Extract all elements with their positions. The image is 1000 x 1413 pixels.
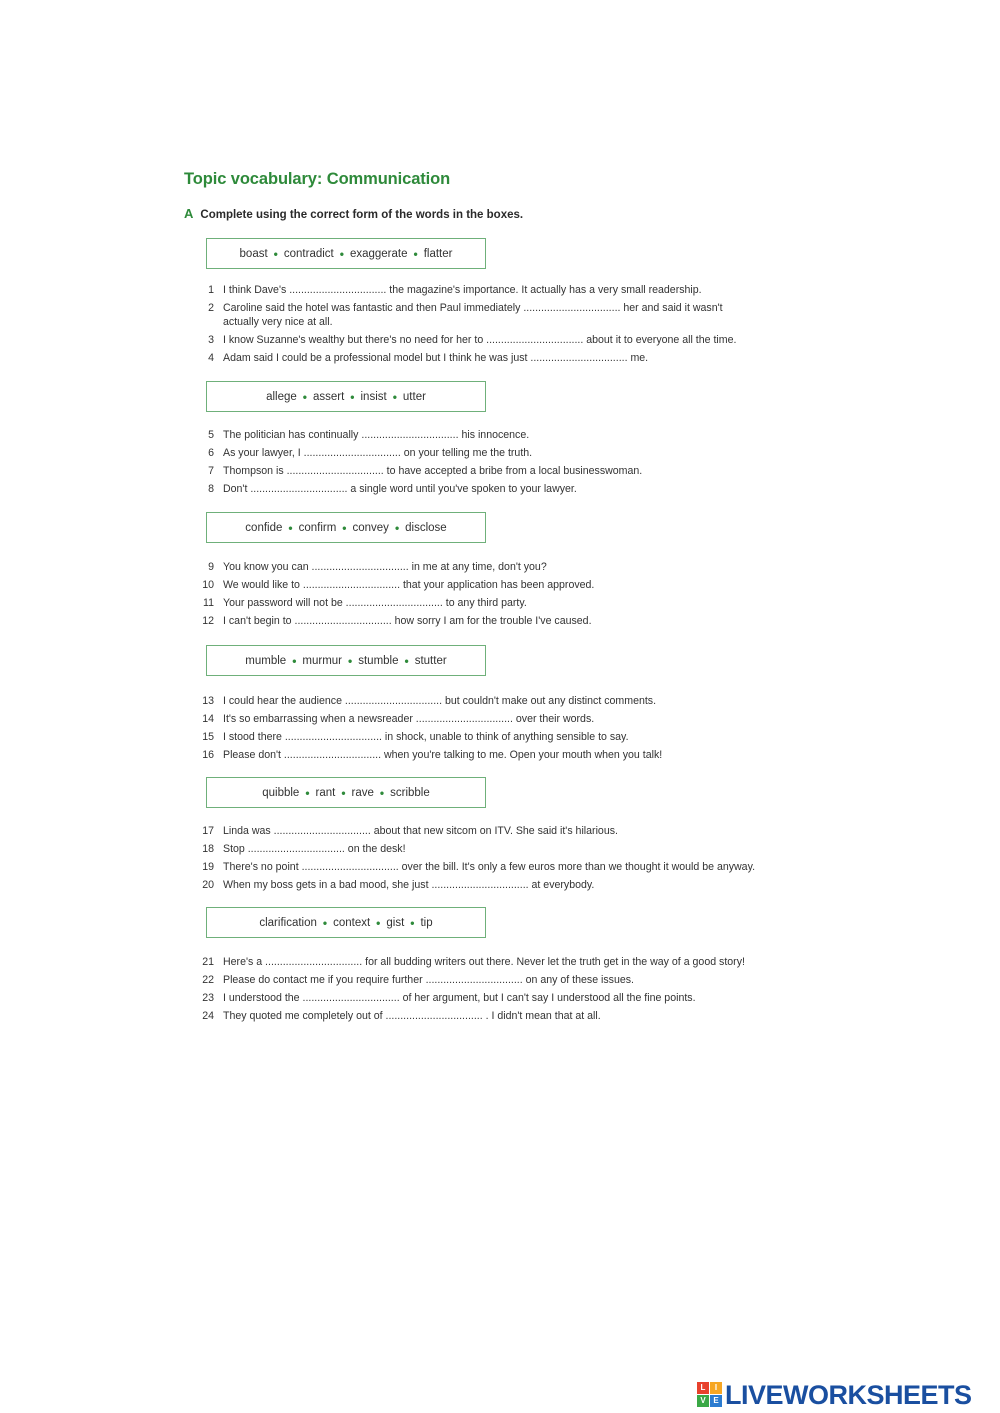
bullet-dot-icon: • <box>288 520 293 535</box>
bullet-dot-icon: • <box>322 915 328 930</box>
exercise-item <box>196 973 796 987</box>
exercise-item <box>196 955 796 969</box>
item-text: There's no point ................................. over the bill. It's only a few euros more than we thought it would be anyway. <box>223 861 756 873</box>
item-text: Don't ................................. a single word until you've spoken to your lawyer. <box>223 483 577 495</box>
word: stutter <box>414 654 447 667</box>
exercise-letter: A <box>184 206 194 221</box>
exercise-item <box>196 596 796 610</box>
item-text: Please do contact me if you require further ................................. on any of these issues. <box>223 974 634 986</box>
item-number: 16 <box>202 749 214 761</box>
bullet-dot-icon: • <box>404 653 409 668</box>
exercise-item <box>196 482 796 496</box>
item-number: 9 <box>208 561 214 573</box>
item-number: 24 <box>202 1010 214 1022</box>
item-number: 2 <box>208 302 214 314</box>
item-number: 21 <box>202 956 214 968</box>
item-number: 17 <box>202 825 214 837</box>
word-box-4 <box>206 645 486 676</box>
exercise-item <box>196 878 796 892</box>
item-text: They quoted me completely out of ................................. . I didn't mean that at all. <box>223 1010 601 1022</box>
item-text: Linda was ................................. about that new sitcom on ITV. She said it's hilarious. <box>223 825 618 837</box>
exercise-item <box>196 824 796 838</box>
word-box-2 <box>206 381 486 412</box>
item-text: The politician has continually ................................. his innocence. <box>223 429 530 441</box>
bullet-dot-icon: • <box>394 520 400 535</box>
word: gist <box>386 916 405 929</box>
item-text: I understood the ................................. of her argument, but I can't say I understood all the fine points. <box>223 992 696 1004</box>
exercise-item <box>196 991 796 1005</box>
bullet-dot-icon: • <box>376 915 381 930</box>
item-number: 12 <box>202 615 214 627</box>
instruction-text: Complete using the correct form of the words in the boxes. <box>200 209 524 221</box>
item-number: 14 <box>202 713 214 725</box>
bullet-dot-icon: • <box>350 389 355 404</box>
bullet-dot-icon: • <box>410 915 415 930</box>
logo-mark-tile: E <box>710 1395 722 1407</box>
item-text: Stop ................................. on the desk! <box>223 843 406 855</box>
exercise-item <box>196 860 796 874</box>
word: rant <box>315 786 336 799</box>
word: quibble <box>262 786 300 799</box>
item-number: 8 <box>208 483 214 495</box>
bullet-dot-icon: • <box>292 653 297 668</box>
exercise-item <box>196 730 796 744</box>
item-text: Thompson is ................................. to have accepted a bribe from a local businesswoman. <box>223 465 643 477</box>
exercise-item <box>196 1009 796 1023</box>
item-number: 19 <box>202 861 214 873</box>
item-number: 22 <box>202 974 214 986</box>
exercise-item <box>196 694 796 708</box>
item-number: 10 <box>202 579 214 591</box>
word-box-6 <box>206 907 486 938</box>
word-box-1 <box>206 238 486 269</box>
item-text: Caroline said the hotel was fantastic and then Paul immediately ................................. her and said it wasn't actually very nice at all. <box>223 302 723 328</box>
exercise-item <box>196 614 796 628</box>
exercise-item <box>196 560 796 574</box>
item-number: 20 <box>202 879 214 891</box>
word: murmur <box>302 654 343 667</box>
word-box-3 <box>206 512 486 543</box>
word: rave <box>351 786 374 799</box>
word: mumble <box>245 654 287 667</box>
word: confide <box>245 521 283 534</box>
item-number: 13 <box>202 695 214 707</box>
item-number: 11 <box>203 597 214 609</box>
word: disclose <box>405 521 447 534</box>
word: tip <box>420 916 433 929</box>
word: context <box>333 916 371 929</box>
word-box-5 <box>206 777 486 808</box>
item-text: I can't begin to ................................. how sorry I am for the trouble I've caused. <box>223 615 592 627</box>
item-number: 3 <box>208 334 214 346</box>
item-text: I could hear the audience ................................. but couldn't make out any distinct comments. <box>223 695 657 707</box>
item-number: 4 <box>208 352 214 364</box>
item-text: Here's a ................................. for all budding writers out there. Never let the truth get in the way of a good story! <box>223 956 745 968</box>
exercise-item <box>196 301 756 329</box>
item-text: Your password will not be ................................. to any third party. <box>223 597 527 609</box>
bullet-dot-icon: • <box>302 389 307 404</box>
bullet-dot-icon: • <box>348 653 353 668</box>
word: clarification <box>259 916 317 929</box>
bullet-dot-icon: • <box>305 785 310 800</box>
item-text: Adam said I could be a professional model but I think he was just ................................. me. <box>223 352 649 364</box>
bullet-dot-icon: • <box>379 785 385 800</box>
item-number: 23 <box>202 992 214 1004</box>
word: stumble <box>358 654 399 667</box>
bullet-dot-icon: • <box>341 785 346 800</box>
item-text: I stood there ................................. in shock, unable to think of anything sensible to say. <box>223 731 629 743</box>
item-text: I think Dave's ................................. the magazine's importance. It actually has a very small readership. <box>223 284 702 296</box>
bullet-dot-icon: • <box>342 520 347 535</box>
item-text: I know Suzanne's wealthy but there's no need for her to ................................. about it to everyone all the time. <box>223 334 737 346</box>
word: boast <box>239 247 268 260</box>
exercise-item <box>196 748 796 762</box>
word: flatter <box>423 247 453 260</box>
exercise-item <box>196 428 796 442</box>
exercise-item <box>196 333 796 347</box>
item-number: 1 <box>208 284 214 296</box>
word: insist <box>360 390 387 403</box>
bullet-dot-icon: • <box>273 246 278 261</box>
liveworksheets-logo[interactable] <box>697 1378 972 1412</box>
logo-mark-tile: I <box>710 1382 722 1394</box>
liveworksheets-logo-icon <box>697 1382 723 1408</box>
word: assert <box>312 390 345 403</box>
word: scribble <box>390 786 430 799</box>
exercise-instruction <box>184 206 523 221</box>
word: confirm <box>298 521 337 534</box>
item-number: 5 <box>208 429 214 441</box>
item-number: 7 <box>208 465 214 477</box>
item-text: We would like to ................................. that your application has been approved. <box>223 579 595 591</box>
page-title: Topic vocabulary: Communication <box>184 170 451 188</box>
bullet-dot-icon: • <box>413 246 418 261</box>
exercise-item <box>196 446 796 460</box>
item-number: 15 <box>202 731 214 743</box>
word: allege <box>266 390 297 403</box>
logo-text: LIVEWORKSHEETS <box>725 1379 972 1410</box>
item-text: Please don't ................................. when you're talking to me. Open your mouth when you talk! <box>223 749 663 761</box>
word: utter <box>402 390 426 403</box>
bullet-dot-icon: • <box>392 389 397 404</box>
word: exaggerate <box>349 247 408 260</box>
exercise-item <box>196 464 796 478</box>
exercise-item <box>196 351 796 365</box>
exercise-item <box>196 283 796 297</box>
logo-mark-tile: V <box>697 1395 709 1407</box>
item-number: 18 <box>202 843 214 855</box>
logo-mark-tile: L <box>697 1382 709 1394</box>
word: convey <box>352 521 389 534</box>
bullet-dot-icon: • <box>339 246 344 261</box>
exercise-item <box>196 578 796 592</box>
exercise-item <box>196 842 796 856</box>
item-text: When my boss gets in a bad mood, she just ................................. at everybody. <box>223 879 595 891</box>
item-text: It's so embarrassing when a newsreader ................................. over their words. <box>223 713 595 725</box>
word: contradict <box>283 247 334 260</box>
item-text: You know you can ................................. in me at any time, don't you? <box>223 561 547 573</box>
exercise-item <box>196 712 796 726</box>
item-text: As your lawyer, I ................................. on your telling me the truth. <box>223 447 533 459</box>
item-number: 6 <box>208 447 214 459</box>
